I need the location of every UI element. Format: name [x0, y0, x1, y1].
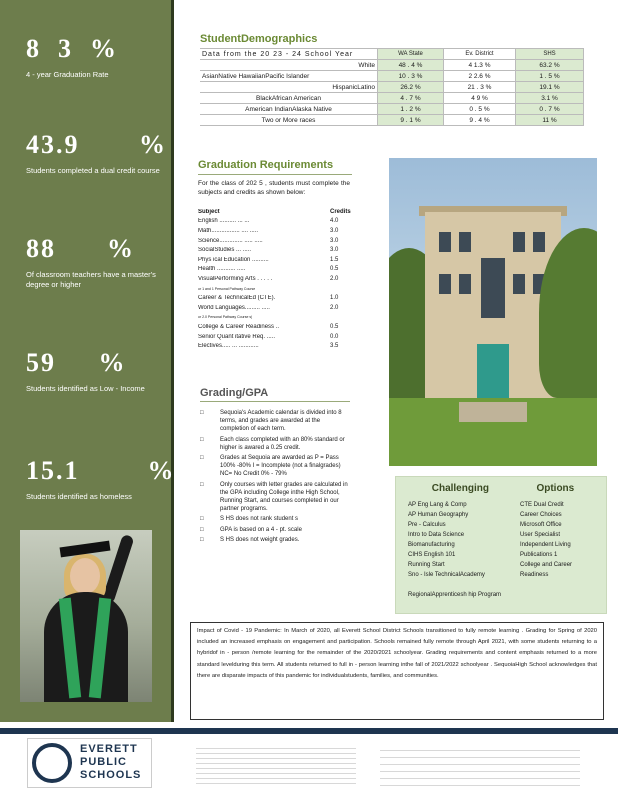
cell-district: 4 9 %	[444, 93, 516, 104]
requirement-credits: 3.5	[330, 343, 339, 350]
logo-text-line: EVERETT	[80, 743, 138, 755]
stat-graduation-rate	[26, 34, 166, 80]
school-building-photo	[389, 158, 597, 466]
requirement-subject: English .......... ... ...	[198, 218, 250, 225]
footer-fine-print-right	[380, 744, 580, 788]
list-item: Pre - Calculus	[408, 522, 446, 528]
cell-school: 11 %	[516, 115, 584, 126]
table-row	[200, 104, 584, 115]
requirement-subject: Electives..... ... ............	[198, 343, 259, 350]
requirement-subject: Phys ical Education ..........	[198, 256, 269, 263]
graduation-title: Graduation Requirements	[198, 159, 334, 171]
row-label: HispanicLatino	[200, 82, 378, 93]
stat-label: 4 - year Graduation Rate	[26, 70, 109, 79]
divider	[198, 174, 352, 175]
requirement-subject: SocialStudies ... .....	[198, 247, 252, 254]
stat-value: 8 3 %	[26, 34, 118, 63]
requirement-credits: 0.0	[330, 333, 339, 340]
list-item: □ GPA is based on a 4 - pt. scale	[200, 526, 350, 534]
row-label: Two or More races	[200, 115, 378, 126]
requirement-subject: Career & TechnicalEd (CTE).	[198, 295, 276, 302]
stat-label: Students identified as Low - Income	[26, 384, 145, 393]
stat-value: 59 %	[26, 348, 127, 377]
list-item: □ Each class completed with an 80% standard or higher is awared a 0.25 credit.	[200, 436, 350, 452]
divider	[200, 401, 350, 402]
list-item: CIHS English 101	[408, 552, 456, 558]
options-title-right: Options	[536, 483, 575, 494]
cell-school: 63.2 %	[516, 60, 584, 71]
cell-school: 3.1 %	[516, 93, 584, 104]
stat-value: 88 %	[26, 234, 135, 263]
list-item: Intro to Data Science	[408, 532, 465, 538]
requirement-subject: or 1 and 1 Personal Pathway Course	[198, 286, 256, 291]
requirement-credits: 3.0	[330, 237, 339, 244]
cell-state: 4 . 7 %	[378, 93, 444, 104]
list-item: Publications 1	[520, 552, 558, 558]
cell-state: 9 . 1 %	[378, 115, 444, 126]
list-item: User Specialist	[520, 532, 561, 538]
requirement-subject: World Languages......... .....	[198, 304, 270, 311]
column-header: SHS	[516, 49, 584, 60]
cell-district: 0 . 5 %	[444, 104, 516, 115]
stat-label: Students completed a dual credit course	[26, 166, 160, 175]
list-item: CTE Dual Credit	[520, 502, 564, 508]
list-item: Biomanufacturing	[408, 542, 455, 548]
list-item: □ S HS does not rank student s	[200, 515, 350, 523]
graduation-intro: For the class of 202 5 , students must complete the subjects and credits as shown below:	[198, 180, 350, 196]
list-item: □ Only courses with letter grades are calculated in the GPA including College inthe High School, Running Start, and courses completed in our partner programs.	[200, 481, 350, 514]
column-header: Ev. District	[444, 49, 516, 60]
requirement-row	[198, 236, 350, 246]
list-item: AP Human Geography	[408, 512, 469, 518]
cell-state: 10 . 3 %	[378, 71, 444, 82]
demographics-subtitle: Data from the 20 23 - 24 School Year	[200, 49, 378, 60]
requirement-row	[198, 284, 350, 294]
requirement-row	[198, 255, 350, 265]
requirement-credits: 3.0	[330, 247, 339, 254]
requirement-credits: 0.5	[330, 266, 339, 273]
stat-value: 43.9 %	[26, 130, 167, 159]
stat-label: Students identified as homeless	[26, 492, 132, 501]
cell-state: 48 . 4 %	[378, 60, 444, 71]
list-item: Readiness	[520, 572, 549, 578]
requirement-row	[198, 313, 350, 323]
requirement-row	[198, 217, 350, 227]
options-title-left: Challenging	[431, 483, 489, 494]
requirement-credits: 2.0	[330, 304, 339, 311]
requirement-subject: or 2.0 Personal Pathway Course s)	[198, 315, 253, 320]
list-item: Microsoft Office	[520, 522, 562, 528]
requirement-row	[198, 303, 350, 313]
requirement-subject: Math................. .... .....	[198, 227, 259, 234]
options-left-column	[408, 500, 518, 580]
apprenticeship-item: RegionalApprenticesh hip Program	[408, 592, 502, 598]
cell-state: 26.2 %	[378, 82, 444, 93]
requirement-row	[198, 322, 350, 332]
requirement-row	[198, 226, 350, 236]
list-item: Independent Living	[520, 542, 571, 548]
grading-list	[200, 409, 350, 546]
requirement-credits: 3.0	[330, 227, 339, 234]
requirements-list	[198, 207, 350, 351]
requirement-credits: 1.0	[330, 295, 339, 302]
cell-state: 1 . 2 %	[378, 104, 444, 115]
list-item: Career Choices	[520, 512, 562, 518]
table-row	[200, 60, 584, 71]
list-item: □ Grades at Sequoia are awarded as P = Pass 100% -80% I = Incomplete (not a finalgrades) NC= No Credit 0% - 79%	[200, 454, 350, 479]
logo-ring-icon	[32, 743, 72, 783]
list-item: □ S HS does not weight grades.	[200, 536, 350, 544]
graduate-photo	[20, 530, 152, 702]
requirement-row	[198, 341, 350, 351]
list-item: Sno - Isle TechnicalAcademy	[408, 572, 485, 578]
list-item: AP Eng Lang & Comp	[408, 502, 467, 508]
options-title	[408, 483, 598, 494]
cell-school: 0 . 7 %	[516, 104, 584, 115]
requirement-row	[198, 274, 350, 284]
footer-fine-print-left	[196, 744, 356, 788]
list-item: □ Sequoia's Academic calendar is divided into 8 terms, and grades are awarded at the completion of each term.	[200, 409, 350, 434]
requirement-subject: Senior Quant itative Req. .....	[198, 333, 276, 340]
requirement-credits: 1.5	[330, 256, 339, 263]
list-item: College and Career	[520, 562, 573, 568]
stat-homeless	[26, 456, 176, 502]
subject-header: Subject	[198, 208, 220, 215]
requirement-row	[198, 293, 350, 303]
table-row	[200, 115, 584, 126]
covid-impact-box: Impact of Covid - 19 Pandemic: In March of 2020, all Everett School District Schools transitioned to fully remote learning . Grading for Spring of 2020 included an increased emphasis on engagement and participation. Schools remained fully remote through April 2021, with some students returning to a hybridof in - person /remote learning for the remainder of the 2020/2021 schoolyear. Grading requirements and content emphasis returned to a more standard levelduring this term. All students returned to full in - person learning inthe fall of 2021/2022 schoolyear . SequoiaHigh School acknowledges that there are disparate impacts of this pandemic for individualstudents, families, and communities.	[190, 622, 604, 720]
requirement-credits: 0.5	[330, 323, 339, 330]
column-header: WA State	[378, 49, 444, 60]
grading-title: Grading/GPA	[200, 387, 269, 399]
demographics-title: StudentDemographics	[200, 33, 318, 45]
everett-public-schools-logo	[27, 738, 152, 788]
requirement-row	[198, 265, 350, 275]
table-row	[200, 49, 584, 60]
logo-text-line: PUBLIC	[80, 756, 127, 768]
stat-label: Of classroom teachers have a master's degree or higher	[26, 270, 156, 289]
cell-district: 9 . 4 %	[444, 115, 516, 126]
requirement-credits: 4.0	[330, 218, 339, 225]
table-row	[200, 82, 584, 93]
row-label: BlackAfrican American	[200, 93, 378, 104]
requirement-credits: 2.0	[330, 275, 339, 282]
cell-school: 1 . 5 %	[516, 71, 584, 82]
cell-district: 2 2.6 %	[444, 71, 516, 82]
requirement-subject: VisualPerforming Arts . . . . .	[198, 275, 273, 282]
table-row	[200, 71, 584, 82]
requirement-row	[198, 245, 350, 255]
row-label: American IndianAlaska Native	[200, 104, 378, 115]
stats-sidebar	[0, 0, 174, 722]
stat-masters-degree	[26, 234, 166, 290]
stat-value: 15.1 %	[26, 456, 176, 485]
demographics-table	[200, 48, 584, 126]
credits-header: Credits	[330, 208, 351, 215]
requirement-row	[198, 332, 350, 342]
requirements-header	[198, 207, 350, 217]
cell-school: 19.1 %	[516, 82, 584, 93]
logo-text-line: SCHOOLS	[80, 769, 142, 781]
table-row	[200, 93, 584, 104]
row-label: White	[200, 60, 378, 71]
stat-dual-credit	[26, 130, 166, 176]
cell-district: 4 1.3 %	[444, 60, 516, 71]
footer-divider	[0, 728, 618, 734]
cell-district: 21 . 3 %	[444, 82, 516, 93]
requirement-subject: Science.............. ..... .....	[198, 237, 263, 244]
challenging-options-box	[395, 476, 607, 614]
requirement-subject: College & Career Readiness ..	[198, 323, 280, 330]
list-item: Running Start	[408, 562, 445, 568]
requirement-subject: Health ........... .....	[198, 266, 246, 273]
row-label: AsianNative HawaiianPacific Islander	[200, 71, 378, 82]
stat-low-income	[26, 348, 166, 394]
options-right-column	[520, 500, 606, 580]
